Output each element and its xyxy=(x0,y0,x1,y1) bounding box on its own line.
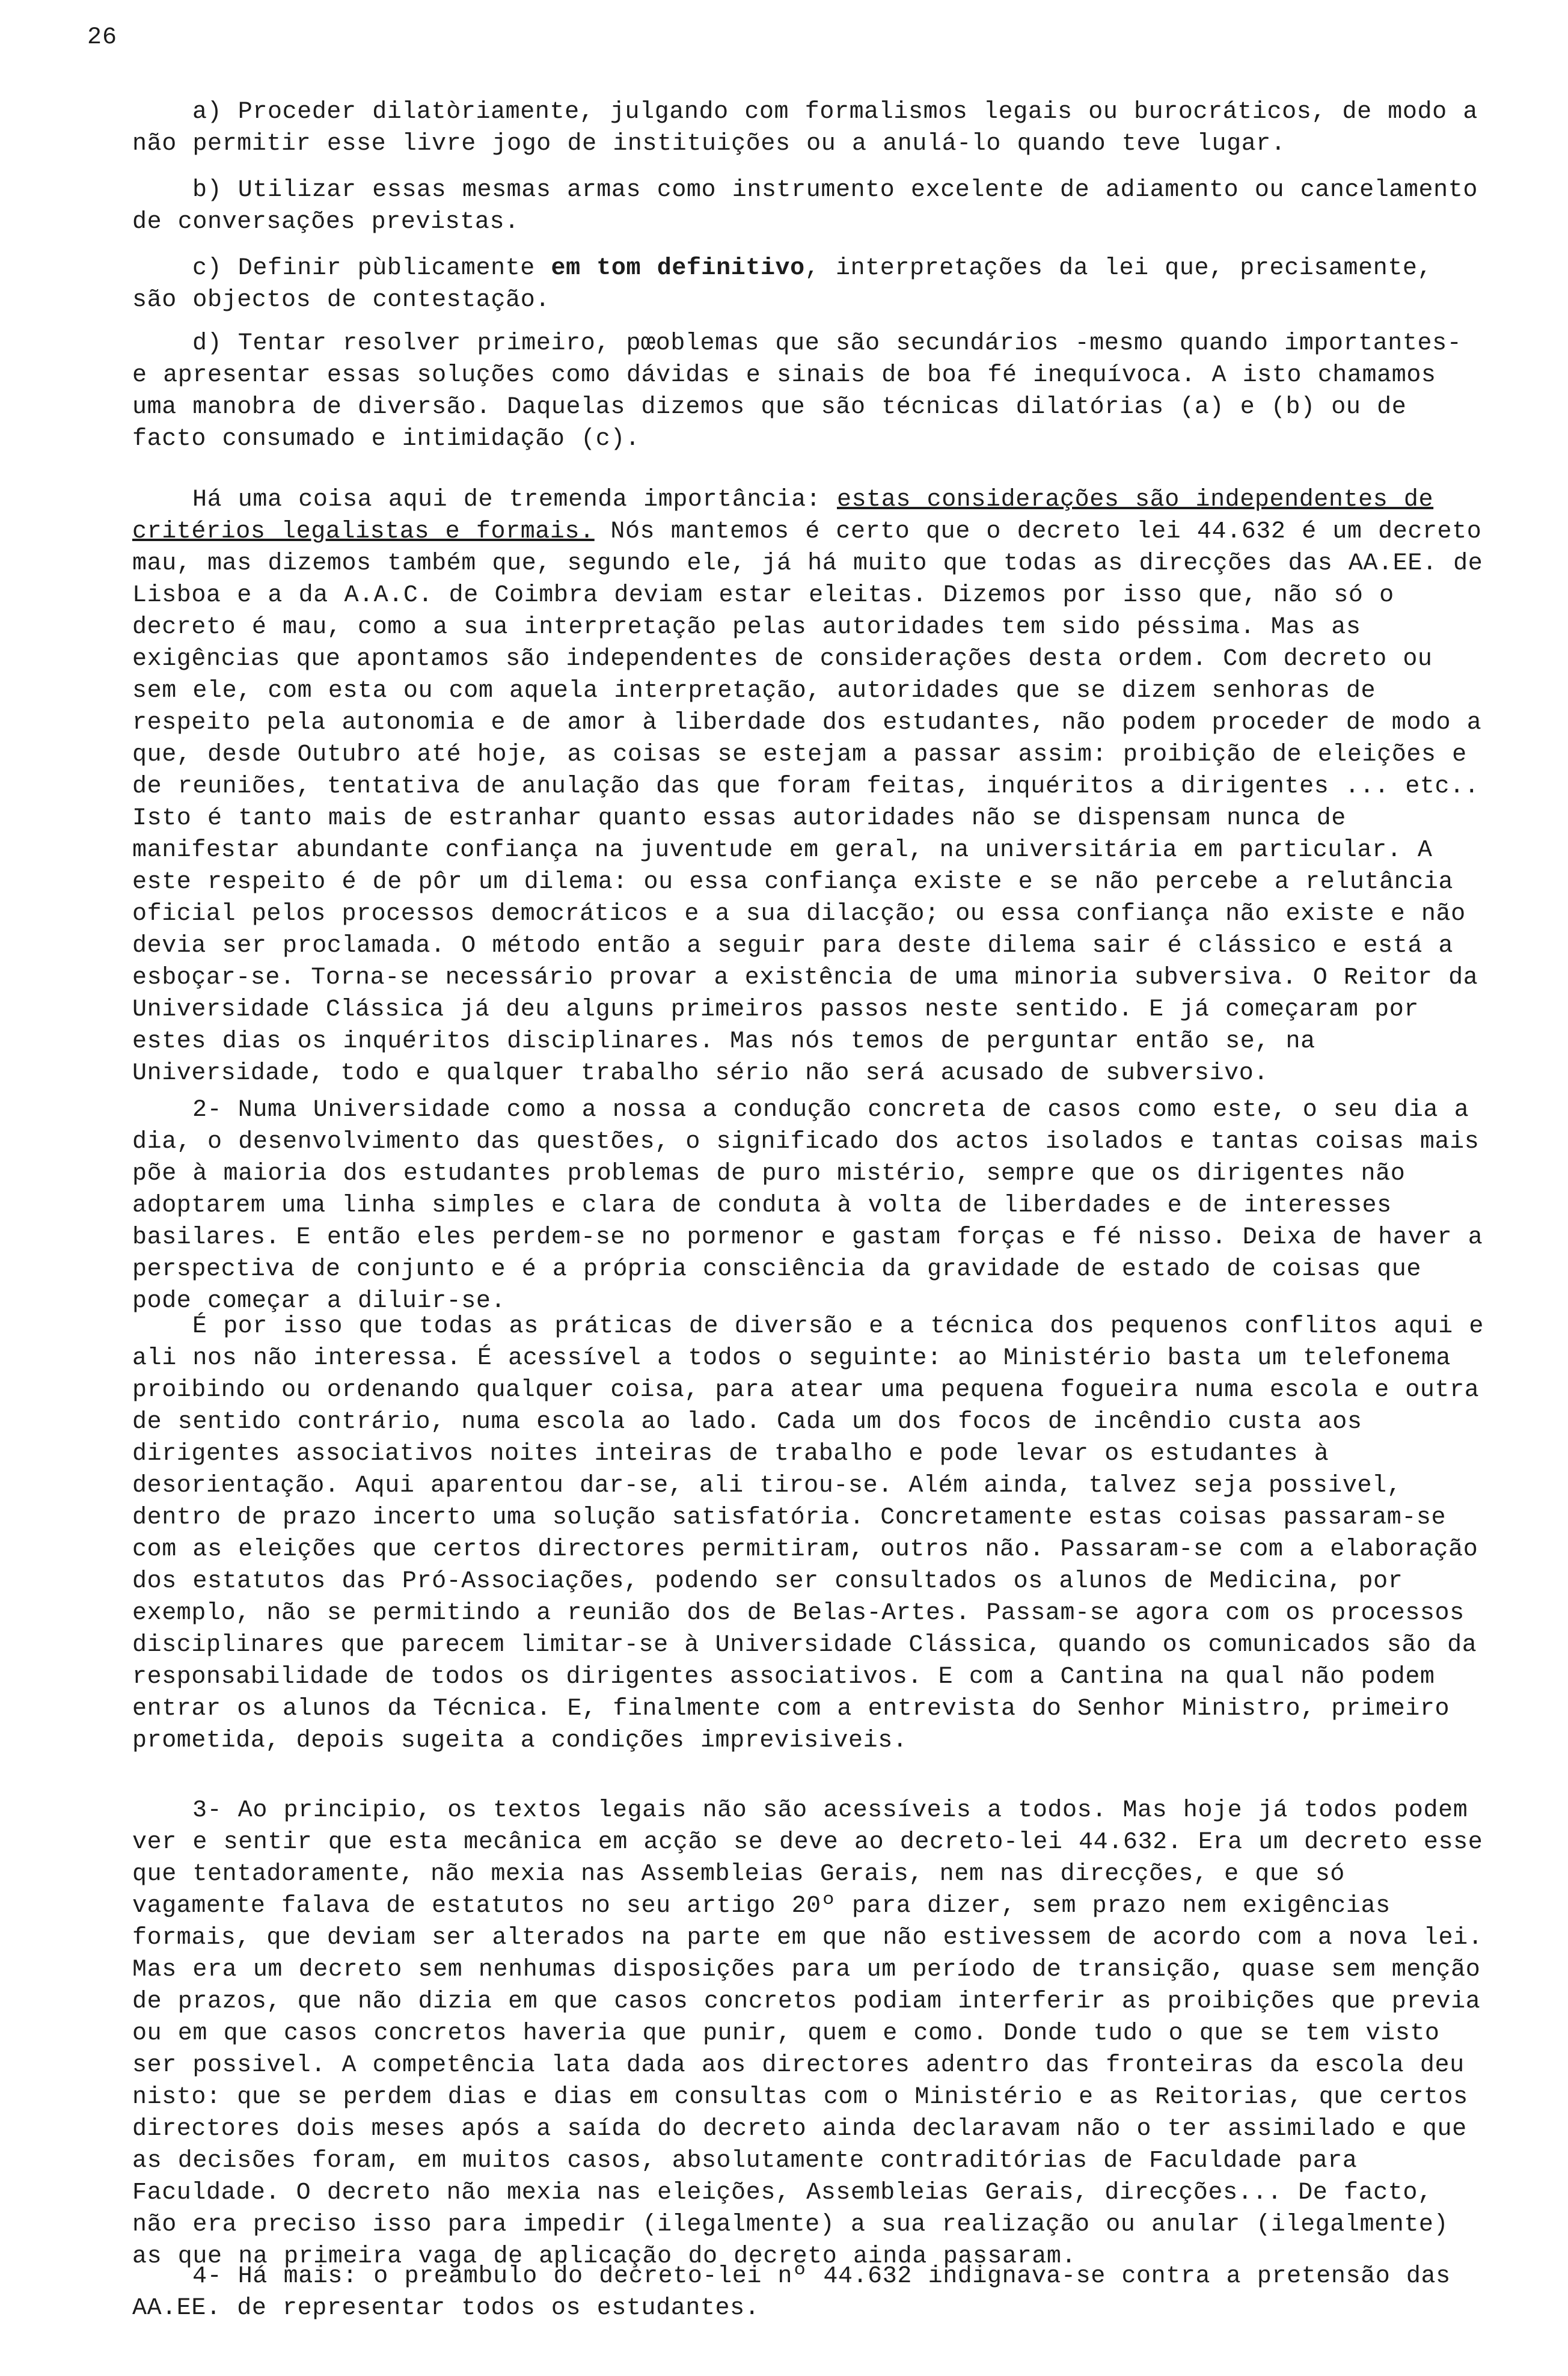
paragraph-c-start: c) Definir pùblicamente xyxy=(192,255,551,282)
paragraph-ha-start: Há uma coisa aqui de tremenda importância: xyxy=(192,486,837,513)
paragraph-d-text: d) Tentar resolver primeiro, pœoblemas que são secundários -mesmo quando importantes- e apresentar essas soluções como dávidas e sinais de boa fé inequívoca. A isto chamamos uma manobra de diversão. Daquelas dizemos que são técnicas dilatórias (a) e (b) ou de facto consumado e intimidação (c). xyxy=(132,330,1462,453)
section-3-text: 3- Ao principio, os textos legais não são acessíveis a todos. Mas hoje já todos podem ver e sentir que esta mecânica em acção se deve ao decreto-lei 44.632. Era um decreto esse que tentadoramente, não mexia nas Assembleias Gerais, nem nas direcções, e que só vagamente falava de estatutos no seu artigo 20º para dizer, sem prazo nem exigências formais, que deviam ser alterados na parte em que não estivessem de acordo com a nova lei. Mas era um decreto sem nenhumas disposições para um período de transição, quase sem menção de prazos, que não dizia em que casos concretos podiam interferir as proibições que previa ou em que casos concretos haveria que punir, quem e como. Donde tudo o que se tem visto ser possivel. A competência lata dada aos directores adentro das fronteiras da escola deu nisto: que se perdem dias e dias em consultas com o Ministério e as Reitorias, que certos directores dois meses após a saída do decreto ainda declaravam não o ter assimilado e que as decisões foram, em muitos casos, absolutamente contraditórias de Faculdade para Faculdade. O decreto não mexia nas eleições, Assembleias Gerais, direcções... De facto, não era preciso isso para impedir (ilegalmente) a sua realização ou anular (ilegalmente) as que na primeira vaga de aplicação do decreto ainda passaram. xyxy=(132,1797,1483,2270)
paragraph-c xyxy=(132,253,1491,316)
section-3-paragraph xyxy=(132,1795,1491,2273)
paragraph-b-text: b) Utilizar essas mesmas armas como instrumento excelente de adiamento ou cancelamento de conversações previstas. xyxy=(132,177,1478,236)
section-2-text: 2- Numa Universidade como a nossa a condução concreta de casos como este, o seu dia a dia, o desenvolvimento das questões, o significado dos actos isolados e tantas coisas mais põe à maioria dos estudantes problemas de puro mistério, sempre que os dirigentes não adoptarem uma linha simples e clara de conduta à volta de liberdades e de interesses basilares. E então eles perdem-se no pormenor e gastam forças e fé nisso. Deixa de haver a perspectiva de conjunto e é a própria consciência da gravidade de estado de coisas que pode começar a diluir-se. xyxy=(132,1097,1483,1315)
section-2-paragraph xyxy=(132,1094,1491,1317)
paragraph-d xyxy=(132,328,1491,455)
section-4-paragraph xyxy=(132,2261,1491,2324)
paragraph-a xyxy=(132,96,1491,160)
paragraph-ha xyxy=(132,484,1491,1089)
paragraph-b xyxy=(132,174,1491,238)
paragraph-c-bold: em tom definitivo xyxy=(551,255,805,282)
paragraph-ha-underlined: estas considerações são independentes de critérios legalistas e formais. xyxy=(132,486,1434,545)
section-2-paragraph-b xyxy=(132,1311,1491,1757)
section-4-text: 4- Há mais: o preambulo do decreto-lei nº 44.632 indignava-se contra a pretensão das AA.EE. de representar todos os estudantes. xyxy=(132,2263,1451,2322)
paragraph-a-text: a) Proceder dilatòriamente, julgando com formalismos legais ou burocráticos, de modo a não permitir esse livre jogo de instituições ou a anulá-lo quando teve lugar. xyxy=(132,99,1478,158)
page-number: 26 xyxy=(87,24,118,51)
paragraph-c-end: , interpretações da lei que, precisamente, são objectos de contestação. xyxy=(132,255,1433,314)
section-2b-text: É por isso que todas as práticas de diversão e a técnica dos pequenos conflitos aqui e ali nos não interessa. É acessível a todos o seguinte: ao Ministério basta um telefonema proibindo ou ordenando qualquer coisa, para atear uma pequena fogueira numa escola e outra de sentido contrário, numa escola ao lado. Cada um dos focos de incêndio custa aos dirigentes associativos noites inteiras de trabalho e pode levar os estudantes à desorientação. Aqui aparentou dar-se, ali tirou-se. Além ainda, talvez seja possivel, dentro de prazo incerto uma solução satisfatória. Concretamente estas coisas passaram-se com as eleições que certos directores permitiram, outros não. Passaram-se com a elaboração dos estatutos das Pró-Associações, podendo ser consultados os alunos de Medicina, por exemplo, não se permitindo a reunião dos de Belas-Artes. Passam-se agora com os processos disciplinares que parecem limitar-se à Universidade Clássica, quando os comunicados são da responsabilidade de todos os dirigentes associativos. E com a Cantina na qual não podem entrar os alunos da Técnica. E, finalmente com a entrevista do Senhor Ministro, primeiro prometida, depois sugeita a condições imprevisiveis. xyxy=(132,1313,1484,1754)
paragraph-ha-end: Nós mantemos é certo que o decreto lei 44.632 é um decreto mau, mas dizemos também que, segundo ele, já há muito que todas as direcções das AA.EE. de Lisboa e a da A.A.C. de Coimbra deviam estar eleitas. Dizemos por isso que, não só o decreto é mau, como a sua interpretação pelas autoridades tem sido péssima. Mas as exigências que apontamos são independentes de considerações desta ordem. Com decreto ou sem ele, com esta ou com aquela interpretação, autoridades que se dizem senhoras de respeito pela autonomia e de amor à liberdade dos estudantes, não podem proceder de modo a que, desde Outubro até hoje, as coisas se estejam a passar assim: proibição de eleições e de reuniões, tentativa de anulação das que foram feitas, inquéritos a dirigentes ... etc.. Isto é tanto mais de estranhar quanto essas autoridades não se dispensam nunca de manifestar abundante confiança na juventude em geral, na universitária em particular. A este respeito é de pôr um dilema: ou essa confiança existe e se não percebe a relutância oficial pelos processos democráticos e a sua dilacção; ou essa confiança não existe e não devia ser proclamada. O método então a seguir para deste dilema sair é clássico e está a esboçar-se. Torna-se necessário provar a existência de uma minoria subversiva. O Reitor da Universidade Clássica já deu alguns primeiros passos neste sentido. E já começaram por estes dias os inquéritos disciplinares. Mas nós temos de perguntar então se, na Universidade, todo e qualquer trabalho sério não será acusado de subversivo. xyxy=(132,518,1483,1087)
